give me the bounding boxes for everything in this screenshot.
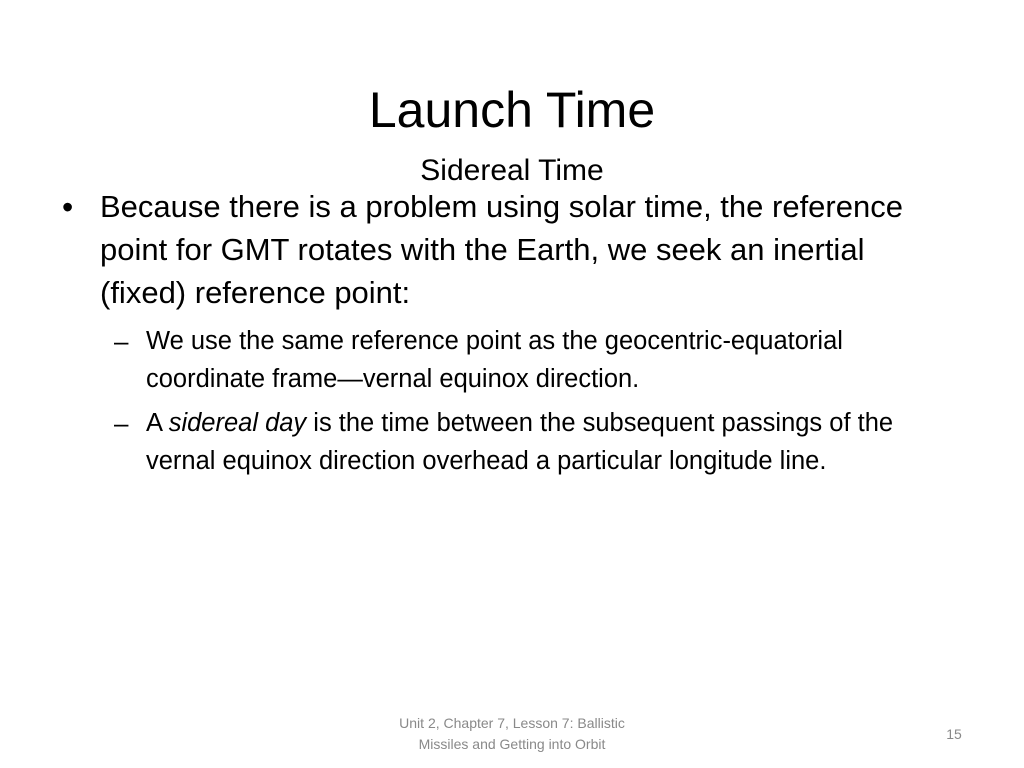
dash-marker: – <box>114 408 129 438</box>
sub-bullet-text <box>146 404 934 480</box>
sub-bullet-item <box>114 404 934 480</box>
sub-bullet-list <box>114 322 934 486</box>
sidereal-day-term: sidereal day <box>168 409 307 437</box>
sub-bullet-suffix: is the time between the subsequent passings of the vernal equinox direction overhead a particular longitude line. <box>146 409 894 475</box>
sub-bullet-prefix: A <box>146 409 169 437</box>
slide-subtitle: Sidereal Time <box>420 154 604 187</box>
sub-bullet-text: We use the same reference point as the geocentric-equatorial coordinate frame—vernal equinox direction. <box>146 327 843 393</box>
sub-bullet-item <box>114 322 934 398</box>
slide-title: Launch Time <box>368 82 656 138</box>
main-bullet <box>62 185 942 314</box>
slide-number: 15 <box>946 726 962 742</box>
footer-line-2: Missiles and Getting into Orbit <box>418 736 606 752</box>
main-bullet-text: Because there is a problem using solar time, the reference point for GMT rotates with the Earth, we seek an inertial (fixed) reference point: <box>100 189 903 310</box>
dash-marker: – <box>114 326 129 356</box>
slide-footer <box>362 713 662 755</box>
footer-line-1: Unit 2, Chapter 7, Lesson 7: Ballistic <box>399 715 625 731</box>
bullet-marker: • <box>62 189 74 225</box>
